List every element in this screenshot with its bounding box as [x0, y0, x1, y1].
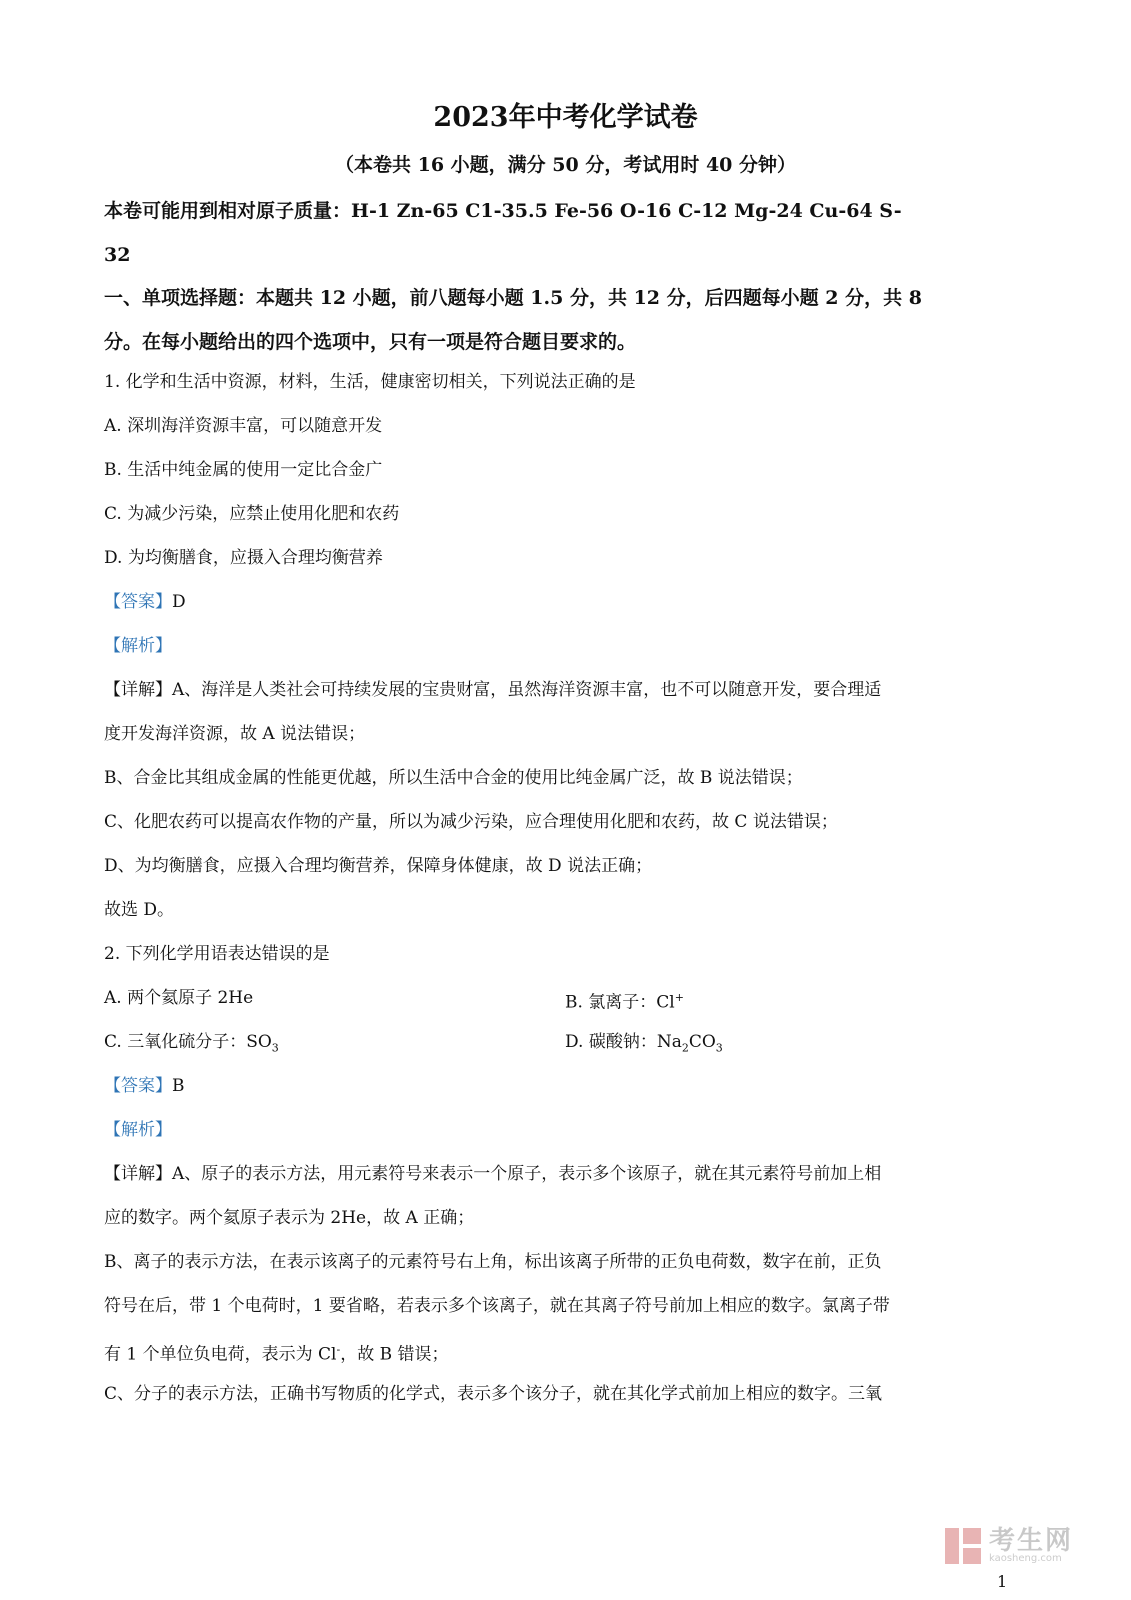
- answer-label: 【答案】: [104, 1076, 172, 1096]
- q1-analysis-label: 【解析】: [104, 636, 172, 656]
- q2-option-b: [565, 986, 684, 1015]
- option-text: B. 氯离子：Cl: [565, 992, 675, 1013]
- q2-option-c: [104, 1030, 524, 1060]
- charge-superscript: +: [674, 991, 684, 1004]
- q1-conclusion: 故选 D。: [104, 900, 175, 920]
- watermark-text: [989, 1528, 1073, 1564]
- page-title: 2023年中考化学试卷: [433, 102, 698, 133]
- q2-detail-b-1: B、离子的表示方法，在表示该离子的元素符号右上角，标出该离子所带的正负电荷数，数字在前，正负: [104, 1252, 882, 1272]
- q1-detail-b: B、合金比其组成金属的性能更优越，所以生活中合金的使用比纯金属广泛，故 B 说法错误；: [104, 768, 803, 788]
- q2-detail-c-1: C、分子的表示方法，正确书写物质的化学式，表示多个该分子，就在其化学式前加上相应的数字。三氧: [104, 1384, 883, 1404]
- subscript: 3: [715, 1041, 723, 1055]
- brand-logo-icon: [945, 1528, 981, 1564]
- watermark-url: kaosheng.com: [988, 1553, 1062, 1564]
- detail-text: 有 1 个单位负电荷，表示为 Cl: [104, 1344, 337, 1365]
- q1-detail-a-1: [104, 678, 1029, 702]
- q2-option-a: A. 两个氦原子 2He: [104, 988, 254, 1008]
- q1-option-d: D. 为均衡膳食，应摄入合理均衡营养: [104, 548, 383, 568]
- section-heading-line-1: 一、单项选择题：本题共 12 小题，前八题每小题 1.5 分，共 12 分，后四题每小题 2 分，共 8: [104, 287, 922, 309]
- q1-detail-c: C、化肥农药可以提高农作物的产量，所以为减少污染，应合理使用化肥和农药，故 C 说法错误；: [104, 812, 838, 832]
- q1-detail-a-2: 度开发海洋资源，故 A 说法错误；: [104, 724, 366, 744]
- q1-detail-d: D、为均衡膳食，应摄入合理均衡营养，保障身体健康，故 D 说法正确；: [104, 856, 653, 876]
- answer-value: B: [172, 1076, 185, 1096]
- q1-stem: 1. 化学和生活中资源，材料，生活，健康密切相关，下列说法正确的是: [104, 372, 636, 392]
- q2-option-d: [565, 1030, 723, 1060]
- q2-stem: 2. 下列化学用语表达错误的是: [104, 944, 330, 964]
- subscript: 2: [681, 1041, 689, 1055]
- option-text: D. 碳酸钠：Na: [565, 1032, 682, 1052]
- detail-text: A、海洋是人类社会可持续发展的宝贵财富，虽然海洋资源丰富，也不可以随意开发，要合理适: [172, 680, 882, 700]
- option-text: C. 三氧化硫分子：SO: [104, 1032, 272, 1052]
- q2-detail-b-2: 符号在后，带 1 个电荷时，1 要省略，若表示多个该离子，就在其离子符号前加上相应的数字。氯离子带: [104, 1296, 890, 1316]
- q1-option-b: B. 生活中纯金属的使用一定比合金广: [104, 460, 383, 480]
- charge-superscript: -: [336, 1343, 341, 1356]
- detail-text: A、原子的表示方法，用元素符号来表示一个原子，表示多个该原子，就在其元素符号前加上相: [172, 1164, 882, 1184]
- watermark-logo: [945, 1528, 1073, 1564]
- q2-answer: [104, 1074, 1029, 1098]
- atomic-mass-line-2: 32: [104, 244, 131, 266]
- subscript: 3: [271, 1041, 279, 1055]
- detail-text: ，故 B 错误；: [340, 1344, 449, 1365]
- q2-detail-a-1: [104, 1162, 1029, 1186]
- page-number: 1: [997, 1572, 1008, 1591]
- answer-label: 【答案】: [104, 592, 172, 612]
- q2-detail-a-2: 应的数字。两个氦原子表示为 2He，故 A 正确；: [104, 1208, 475, 1228]
- section-heading-line-2: 分。在每小题给出的四个选项中，只有一项是符合题目要求的。: [104, 331, 637, 353]
- detail-label: 【详解】: [104, 1164, 172, 1184]
- q1-answer: [104, 590, 1029, 614]
- detail-label: 【详解】: [104, 680, 172, 700]
- formula-part: CO: [688, 1032, 716, 1052]
- q1-option-a: A. 深圳海洋资源丰富，可以随意开发: [104, 416, 383, 436]
- q2-analysis-label: 【解析】: [104, 1120, 172, 1140]
- atomic-mass-line-1: 本卷可能用到相对原子质量：H-1 Zn-65 C1-35.5 Fe-56 O-16 C-12 Mg-24 Cu-64 S-: [104, 200, 902, 222]
- q1-option-c: C. 为减少污染，应禁止使用化肥和农药: [104, 504, 400, 524]
- page-subtitle: （本卷共 16 小题，满分 50 分，考试用时 40 分钟）: [334, 154, 796, 176]
- answer-value: D: [172, 592, 186, 612]
- watermark-name: 考生网: [988, 1526, 1073, 1556]
- q2-detail-b-3: [104, 1338, 1029, 1367]
